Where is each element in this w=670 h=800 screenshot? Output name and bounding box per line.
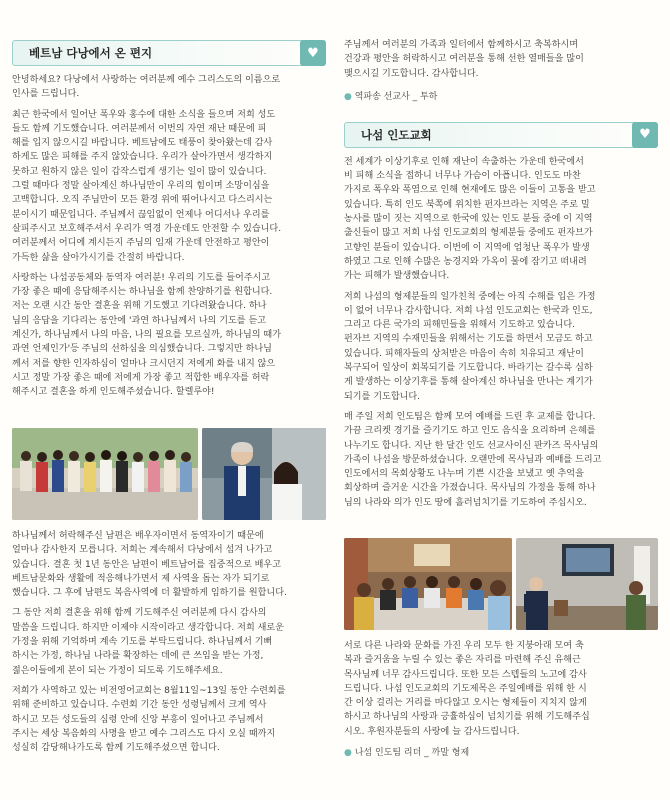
section-header-india [344, 122, 658, 148]
signature-missionary: ● 역파송 선교사 _ 투하 [344, 91, 438, 102]
left-column-lower [12, 529, 326, 761]
bullet-icon: ● [344, 748, 352, 759]
paragraph-marriage: 사랑하는 나섬공동체와 동역자 여러분! 우리의 기도를 들어주시고 가장 좋은 때에 응답해주시는 하나님을 함께 찬양하기를 원합니다. 저는 오랜 시간 동안 결혼을 위해 기도했고 기다려왔습니다. 하나 님의 응답을 기다리는 동안에 '과연 하나님께서 나의 기도를 듣고 계신가, 하나님께서 나의 마음, 나의 필요를 모르실까, 하나님의 때가 과연 언제인가'등 주님의 선하심을 의심했습니다. 그렇지만 하나님 께서 저를 향한 인자하심이 얼마나 크시던지 저에게 화를 내지 않으 시고 정말 가장 좋은 때에 저에게 가장 좋고 적합한 배우자를 허락 해주시고 결혼을 하게 인도해주셨습니다. 할렐루야! [12, 272, 281, 398]
heart-icon: ♥ [632, 122, 658, 148]
photo-couple [202, 428, 326, 520]
signature-team-leader: ● 나섬 인도팀 리더 _ 까말 형제 [344, 748, 470, 759]
section-title: 베트남 다낭에서 온 편지 [29, 46, 153, 60]
photo-wedding-group [12, 428, 198, 520]
paragraph-disaster: 최근 한국에서 일어난 폭우와 홍수에 대한 소식을 들으며 저희 성도 들도 함께 기도했습니다. 여러분께서 이번의 자연 재난 때문에 피 해를 입지 않으시길 바랍니다. 베트남에도 태풍이 찾아왔는데 감사 하게도 많은 피해를 주지 않았습니다. 우리가 살아가면서 생각하지 못하고 원하지 않은 일이 갑작스럽게 생기는 일이 많이 있습니다. 그럴 때마다 정말 살아계신 하나님만이 우리의 힘이며 소망이심을 고백합니다. 오직 주님만이 모든 환경 위에 뛰어나시고 다스리시는 분이시기 때문입니다. 주님께서 끊임없이 언제나 어디서나 우리를 살피주시고 보호해주셔서 우리가 역경 가운데도 안전할 수 있습니다. 여러분께서 어디에 계시든지 주님의 임재 가운데 안전하고 평안이 가득한 삶을 살아가시기를 간절히 바랍니다. [12, 109, 282, 263]
paragraph-worship: 매 주일 저희 인도팀은 함께 모여 예배를 드린 후 교제를 합니다. 가끔 크리켓 경기를 즐기기도 하고 인도 음식을 요리하며 은혜를 나누기도 합니다. 지난 한 달간 인도 선교사이신 판카즈 목사님의 가족이 나섬을 방문하셨습니다. 오랜만에 목사님과 예배를 드리고 인도에서의 목회상황도 나누며 기쁜 시간을 보냈고 옛 추억을 회상하며 즐거운 시간을 가졌습니다. 목사님의 가정을 통해 하나 님의 나라와 의가 인도 땅에 흘러넘치기를 기도하여 주십시오. [344, 411, 602, 508]
paragraph-husband: 하나님께서 허락해주신 남편은 배우자이면서 동역자이기 때문에 얼마나 감사한지 모릅니다. 저희는 계속해서 다낭에서 섬겨 나가고 있습니다. 결혼 첫 1년 동안은 남편이 베트남어를 집중적으로 배우고 베트남문화와 생활에 적응해나가면서 제 사역을 돕는 자가 되기로 했습니다. 그 후에 남편도 복음사역에 더 활발하게 임하기를 원합니다. [12, 531, 287, 599]
left-column [12, 0, 326, 406]
photo-sermon [516, 538, 658, 630]
right-column [344, 38, 658, 516]
heart-icon: ♥ [300, 40, 326, 66]
paragraph-climate: 전 세계가 이상기후로 인해 재난이 속출하는 가운데 한국에서 비 피해 소식을 접하니 너무나 가슴이 아픕니다. 인도도 마찬 가지로 폭우와 폭염으로 인해 현재에도 많은 이들이 고통을 받고 있습니다. 특히 인도 북쪽에 위치한 펀자브라는 지역은 주로 밀 농사를 많이 짓는 지역으로 한국에 있는 인도 분들 중에 이 지역 출신들이 많고 저희 나섬 인도교회의 형제분들 중에도 펀자브가 고향인 분들이 있습니다. 이번에 이 지역에 엄청난 폭우가 발생 하였고 그로 인해 수많은 농경지와 가옥이 물에 잠기고 떠내려 가는 피해가 발생했습니다. [344, 156, 596, 282]
paragraph-retreat: 저희가 사역하고 있는 비전영어교회는 8월11일~13일 동안 수련회를 위해 준비하고 있습니다. 수련회 기간 동안 성령님께서 크게 역사 하시고 모든 성도들의 심령 안에 신앙 부흥이 일어나고 주님께서 주시는 세상 복음화의 사명을 받고 예수 그리스도 다시 오실 때까지 성실히 감당해나가도록 함께 기도해주셨으면 합니다. [12, 685, 286, 754]
paragraph-relief: 저희 나섬의 형제분들의 일가친척 중에는 아직 수해를 입은 가정 이 없어 너무나 감사합니다. 저희 나섬 인도교회는 한국과 인도, 그리고 다른 국가의 피해민들을 위해서 기도하고 있습니다. 펀자브 지역의 수재민들을 위해서는 기도를 하면서 모금도 하고 있습니다. 피해자들의 상처받은 마음이 속히 치유되고 재난이 복구되어 일상이 회복되기를 기도합니다. 바라기는 갈수록 심하 게 발생하는 이상기후를 통해 살아계신 하나님을 만나는 계기가 되기를 기도합니다. [344, 291, 596, 402]
paragraph-thanks: 그 동안 저희 결혼을 위해 함께 기도해주신 여러분께 다시 감사의 말씀을 드립니다. 하지만 이제야 시작이라고 생각합니다. 저희 새로운 가정을 위해 기억하며 계속 기도를 부탁드립니다. 하나님께서 기뻐 하시는 가정, 하나님 나라를 확장하는 데에 큰 쓰임을 받는 가정, 젊은이들에게 본이 되는 가정이 되도록 기도해주세요. [12, 608, 284, 676]
bullet-icon: ● [344, 91, 352, 102]
paragraph-gratitude: 서로 다른 나라와 문화를 가진 우리 모두 한 지붕아래 모여 축 복과 즐거움을 누릴 수 있는 좋은 자리를 마련해 주신 유해근 목사님께 너무 감사드립니다. 또한 모든 스텝들의 노고에 감사 드립니다. 나섬 인도교회의 기도제목은 주일예배를 위해 한 시 간 이상 걸리는 거리를 마다않고 오시는 형제들이 지치지 않게 하시고 하나님의 사랑과 긍휼하심이 넘치기를 위해 기도해주십 시오. 후원자분들의 사랑에 늘 감사드립니다. [344, 641, 590, 737]
paragraph-greeting: 안녕하세요? 다낭에서 사랑하는 여러분께 예수 그리스도의 이름으로 인사를 드립니다. [12, 75, 281, 100]
section-header-danang [12, 40, 326, 66]
right-column-lower [344, 639, 658, 758]
photo-fellowship-meal [344, 538, 512, 630]
paragraph-closing: 주님께서 여러분의 가족과 일터에서 함께하시고 축복하시며 건강과 평안을 허락하시고 여러분을 통해 선한 열매들을 많이 맺으시길 기도합니다. 감사합니다. [344, 40, 584, 79]
letter-body [12, 73, 326, 400]
section-title: 나섬 인도교회 [361, 127, 432, 142]
india-body [344, 155, 658, 510]
